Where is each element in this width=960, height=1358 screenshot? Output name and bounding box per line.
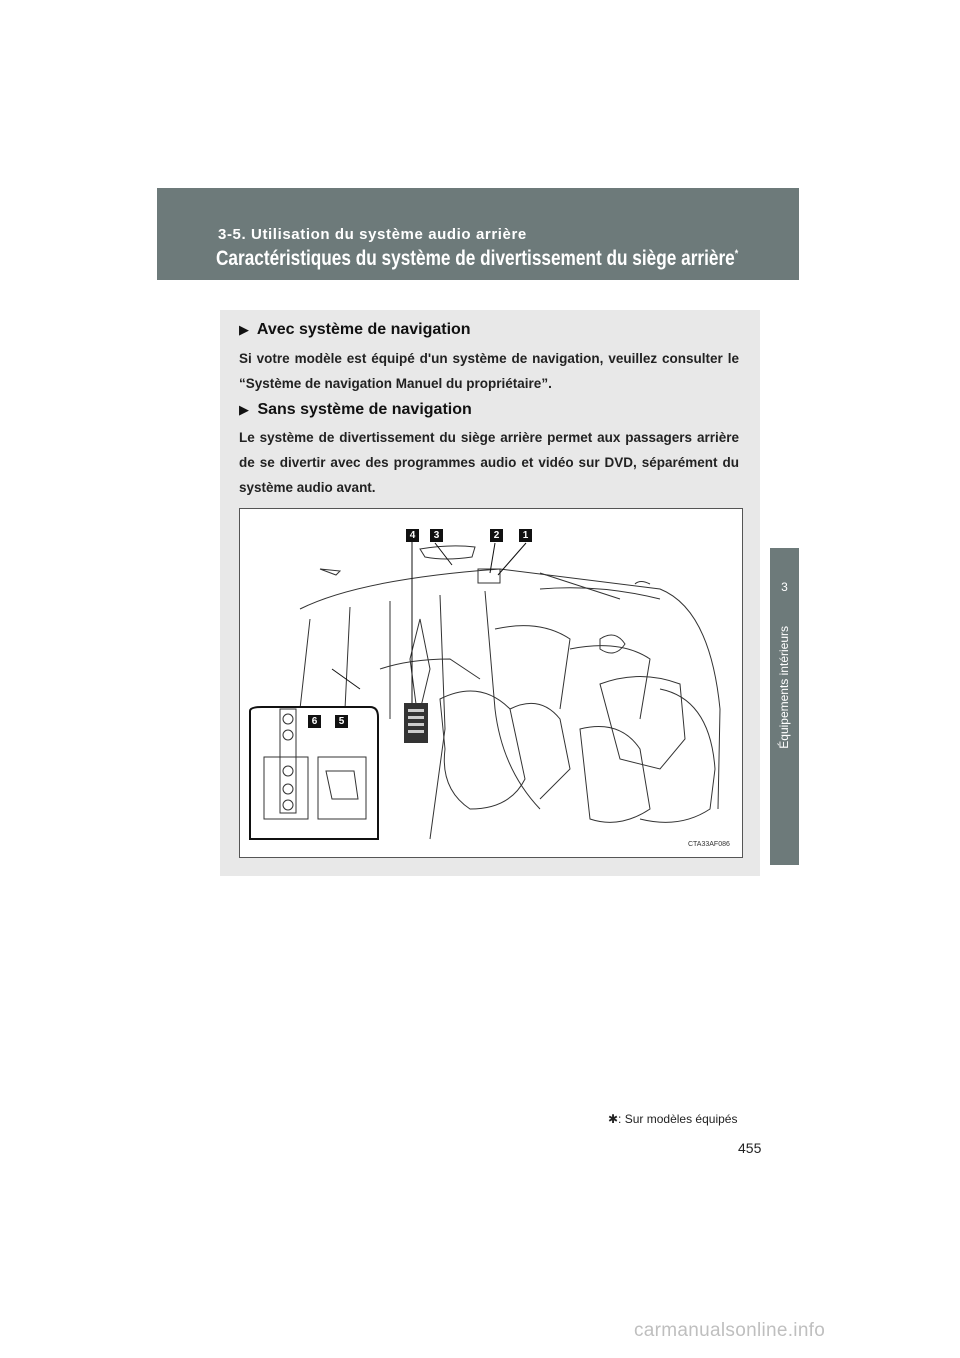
callout-3: 3 [430,529,443,542]
page-number: 455 [738,1140,762,1156]
vehicle-interior-illustration [239,508,743,858]
section-paragraph: Si votre modèle est équipé d'un système de navigation, veuillez consulter le “Système de navigation Manuel du propriétaire”. [239,351,739,391]
callout-2: 2 [490,529,503,542]
callout-6: 6 [308,715,321,728]
footnote: ✱: Sur modèles équipés [608,1112,738,1126]
page-title [216,247,738,271]
section-heading-without-nav [239,401,472,419]
equipped-mark: * [734,248,739,260]
section-heading-text: Sans système de navigation [257,401,472,418]
chapter-label: Équipements intérieurs [777,626,791,749]
callout-4: 4 [406,529,419,542]
chapter-tab [770,548,799,865]
section-heading-text: Avec système de navigation [256,321,471,338]
interior-drawing [240,509,742,857]
page-title-text: Caractéristiques du système de divertissement du siège arrière [216,247,735,270]
callout-1: 1 [519,529,532,542]
section-heading-with-nav [239,321,471,339]
section-subtitle: 3-5. Utilisation du système audio arrière [218,226,527,243]
callout-5: 5 [335,715,348,728]
figure-code: CTA33AF086 [688,841,730,848]
section-paragraph: Le système de divertissement du siège arrière permet aux passagers arrière de se divertir avec des programmes audio et vidéo sur DVD, séparément du système audio avant. [239,430,739,495]
arrow-right-icon: ▶ [239,322,249,337]
arrow-right-icon: ▶ [239,402,249,417]
chapter-number: 3 [781,580,788,594]
section-header [157,188,799,280]
content-panel [220,310,760,876]
watermark-text: carmanualsonline.info [634,1320,826,1341]
